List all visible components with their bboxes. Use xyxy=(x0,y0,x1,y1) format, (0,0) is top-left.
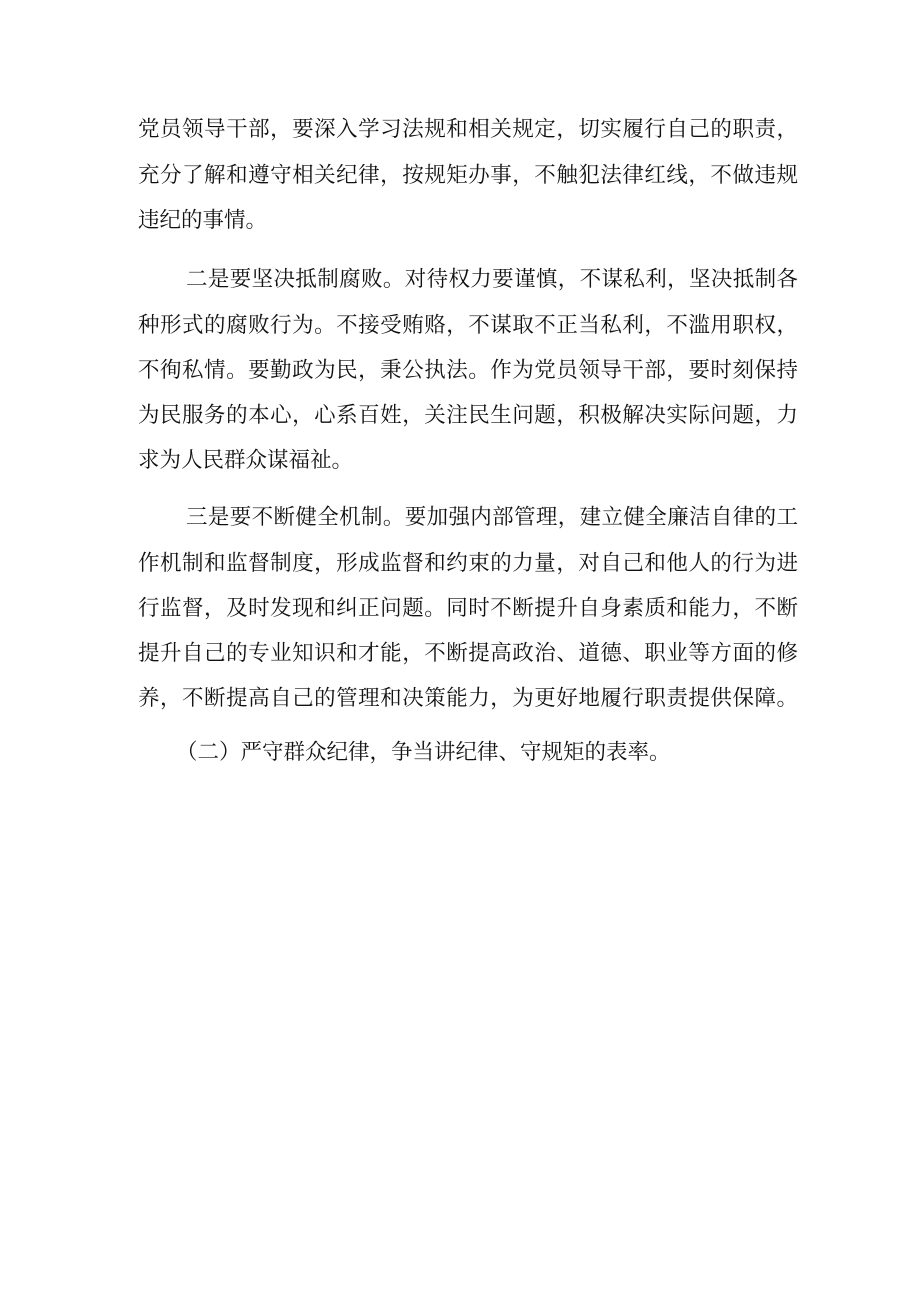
section-heading: （二）严守群众纪律，争当讲纪律、守规矩的表率。 xyxy=(176,740,671,765)
paragraph-3-line-4: 提升自己的专业知识和才能，不断提高政治、道德、职业等方面的修 xyxy=(138,641,798,666)
paragraph-3-line-1: 三是要不断健全机制。要加强内部管理，建立健全廉洁自律的工 xyxy=(186,505,798,530)
paragraph-1-line-3: 违纪的事情。 xyxy=(138,208,268,233)
paragraph-2-line-5: 求为人民群众谋福祉。 xyxy=(138,448,354,473)
paragraph-2-line-1: 二是要坚决抵制腐败。对待权力要谨慎，不谋私利，坚决抵制各 xyxy=(186,267,798,292)
paragraph-2-line-3: 不徇私情。要勤政为民，秉公执法。作为党员领导干部，要时刻保持 xyxy=(138,358,798,383)
paragraph-2-line-4: 为民服务的本心，心系百姓，关注民生问题，积极解决实际问题，力 xyxy=(138,403,798,428)
paragraph-3-line-5: 养，不断提高自己的管理和决策能力，为更好地履行职责提供保障。 xyxy=(138,686,798,711)
paragraph-1-line-1: 党员领导干部，要深入学习法规和相关规定，切实履行自己的职责， xyxy=(138,117,798,142)
paragraph-3-line-3: 行监督，及时发现和纠正问题。同时不断提升自身素质和能力，不断 xyxy=(138,596,798,621)
paragraph-1-line-2: 充分了解和遵守相关纪律，按规矩办事，不触犯法律红线，不做违规 xyxy=(138,163,798,188)
paragraph-2-line-2: 种形式的腐败行为。不接受贿赂，不谋取不正当私利，不滥用职权， xyxy=(138,313,798,338)
paragraph-3-line-2: 作机制和监督制度，形成监督和约束的力量，对自己和他人的行为进 xyxy=(138,551,798,576)
